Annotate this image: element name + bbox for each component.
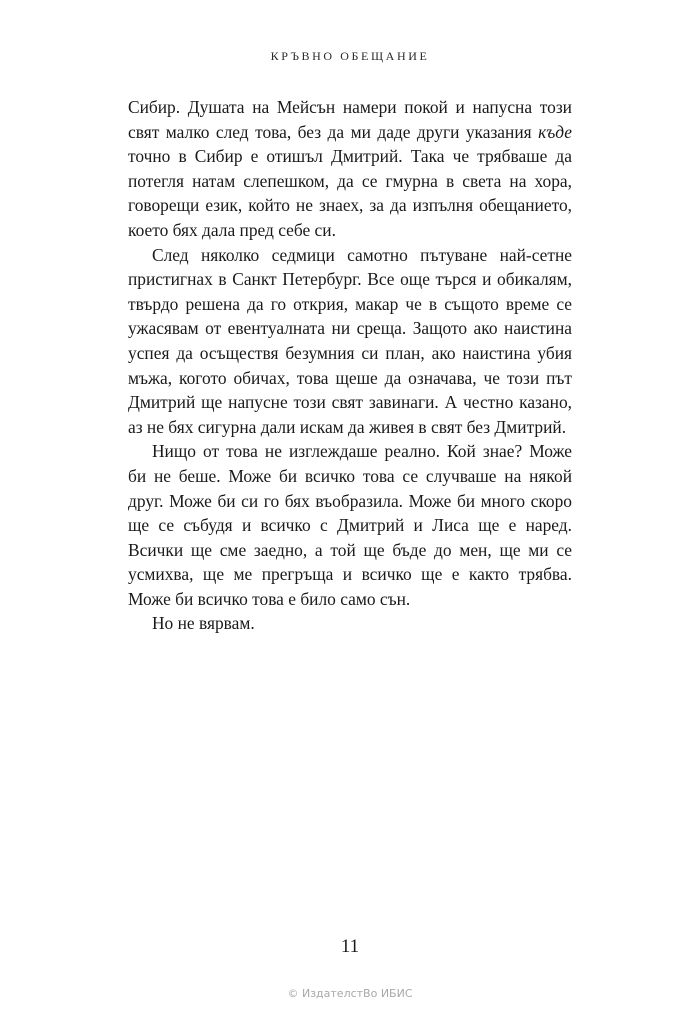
paragraph-1-start: Сибир. Душата на Мейсън намери покой и напусна този свят малко след това, без да ми даде други указания (128, 97, 572, 142)
paragraph-1-end: точно в Сибир е отишъл Дмитрий. Така че трябваше да потегля натам слепешком, да се гмурна в света на хора, говорещи език, който не знаех, за да изпълня обещанието, което бях дала пред себе си. (128, 146, 572, 240)
copyright-notice: © ИздателстВо ИБИС (287, 987, 413, 1000)
paragraph-3: Нищо от това не изглеждаше реално. Кой знае? Може би не беше. Може би всичко това се случваше на някой друг. Може би си го бях въобразила. Може би много скоро ще се събудя и всичко с Дмитрий и Лиса ще е наред. Всички ще сме заедно, а той ще бъде до мен, ще ми се усмихва, ще ме прегръща и всичко ще е както трябва. Може би всичко това е било само сън. (128, 441, 572, 609)
body-text (128, 95, 572, 636)
paragraph-4: Но не вярвам. (152, 613, 255, 634)
running-head-title: КРЪВНО ОБЕЩАНИЕ (270, 49, 430, 63)
page-number: 11 (340, 936, 360, 957)
paragraph-2: След няколко седмици самотно пътуване най-сетне пристигнах в Санкт Петербург. Все още търся и обикалям, твърдо решена да го открия, макар че в същото време се ужасявам от евентуалната ни среща. Защото ако наистина успея да осъществя безумния си план, ако наистина убия мъжа, когото обичах, това щеше да означава, че този път Дмитрий ще напусне този свят завинаги. А честно казано, аз не бях сигурна дали искам да живея в свят без Дмитрий. (128, 244, 572, 437)
emphasis-word: къде (538, 121, 572, 142)
paragraph-1 (128, 95, 572, 243)
